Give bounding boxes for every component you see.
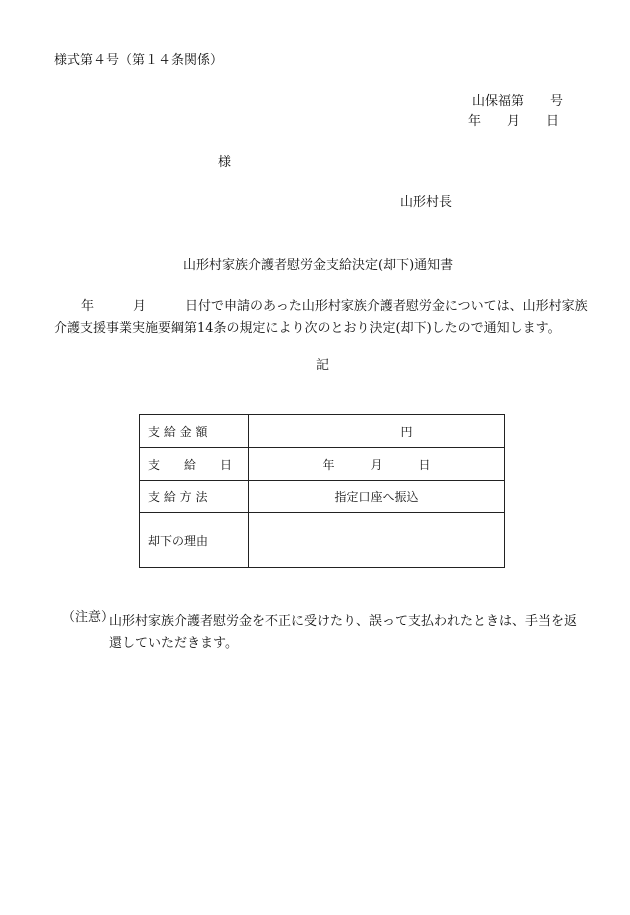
table-row (140, 415, 505, 448)
row-label-rejection-reason: 却下の理由 (140, 513, 249, 568)
note-label: （注意） (62, 610, 115, 625)
table-row (140, 481, 505, 513)
document-number: 山保福第 号 (472, 94, 564, 109)
document-title: 山形村家族介護者慰労金支給決定(却下)通知書 (183, 258, 454, 273)
body-paragraph (54, 296, 599, 340)
table-row (140, 448, 505, 481)
sender-name: 山形村長 (400, 195, 453, 210)
row-value-payment-date: 年 月 日 (249, 448, 505, 481)
row-value-payment-method: 指定口座へ振込 (249, 481, 505, 513)
row-label-amount: 支 給 金 額 (140, 415, 249, 448)
row-label-payment-date: 支 給 日 (140, 448, 249, 481)
note-line: 還していただきます。 (109, 636, 238, 651)
payment-details-table (139, 414, 505, 568)
table-row (140, 513, 505, 568)
form-number: 様式第４号（第１４条関係） (54, 53, 224, 68)
body-line: 介護支援事業実施要綱第14条の規定により次のとおり決定(却下)したので通知します。 (54, 321, 561, 336)
row-label-payment-method: 支 給 方 法 (140, 481, 249, 513)
row-value-rejection-reason (249, 513, 505, 568)
ki-heading: 記 (316, 358, 330, 373)
body-line: 年 月 日付で申請のあった山形村家族介護者慰労金については、山形村家族 (81, 299, 588, 314)
amount-unit: 円 (400, 424, 413, 439)
note-line: 山形村家族介護者慰労金を不正に受けたり、誤って支払われたときは、手当を返 (109, 614, 578, 629)
recipient-honorific: 様 (218, 155, 232, 170)
row-value-amount (249, 415, 505, 448)
document-date: 年 月 日 (468, 114, 560, 129)
note-text (109, 611, 599, 655)
